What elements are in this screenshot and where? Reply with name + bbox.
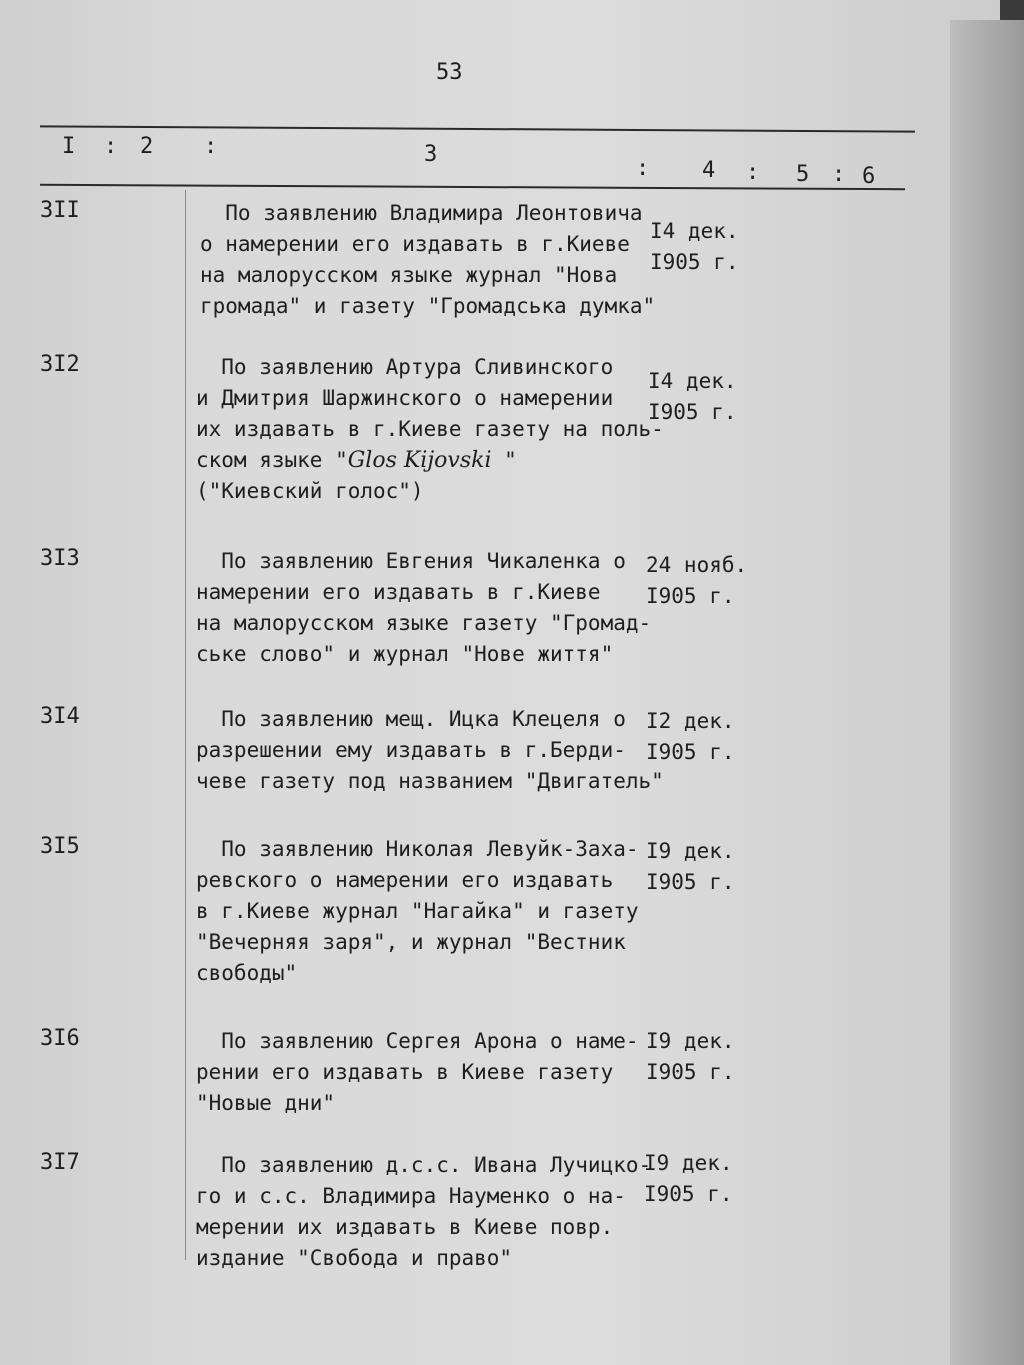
col-header-sep-1: : bbox=[104, 134, 118, 159]
desc-line: их издавать в г.Киеве газету на поль- bbox=[196, 417, 664, 441]
entry-description: По заявлению мещ. Ицка Клецеля о разрешении ему издавать в г.Берди- чеве газету под названием "Двигатель" bbox=[196, 707, 664, 793]
desc-line: По заявлению Артура Сливинского bbox=[196, 355, 614, 379]
col-header-1: I bbox=[62, 134, 76, 159]
col-header-sep-4: : bbox=[746, 160, 760, 185]
col-header-sep-2: : bbox=[204, 134, 218, 159]
entry-number: 3I5 bbox=[40, 834, 80, 859]
desc-line: ("Киевский голос") bbox=[196, 479, 424, 503]
col-header-4: 4 bbox=[702, 158, 716, 183]
desc-line: и Дмитрия Шаржинского о намерении bbox=[196, 386, 614, 410]
handwritten-title: Glos Kijovski bbox=[347, 448, 492, 473]
entry-number: 3I4 bbox=[40, 704, 80, 729]
entry-number: 3I2 bbox=[40, 352, 80, 377]
entry-date: I4 дек. I905 г. bbox=[648, 369, 737, 424]
entry-description: По заявлению Сергея Арона о наме- рении его издавать в Киеве газету "Новые дни" bbox=[196, 1029, 639, 1115]
entry-number: 3I7 bbox=[40, 1150, 80, 1175]
entry-date: I2 дек. I905 г. bbox=[646, 709, 735, 764]
entry-description bbox=[196, 352, 664, 507]
entry-description: По заявлению Евгения Чикаленка о намерении его издавать в г.Киеве на малорусском языке газету "Громад- ське слово" и журнал "Нове життя" bbox=[196, 549, 652, 666]
entry-date: I9 дек. I905 г. bbox=[644, 1151, 733, 1206]
entry-description: По заявлению д.с.с. Ивана Лучицко- го и с.с. Владимира Науменко о на- мерении их издавать в Киеве повр. издание "Свобода и право" bbox=[196, 1153, 652, 1270]
header-bottom-rule bbox=[40, 184, 905, 191]
desc-line: " bbox=[491, 448, 517, 472]
entry-date: I9 дек. I905 г. bbox=[646, 1029, 735, 1084]
col-header-5: 5 bbox=[796, 162, 810, 187]
entry-description: По заявлению Владимира Леонтовича о намерении его издавать в г.Киеве на малорусском языке журнал "Нова громада" и газету "Громадська думка" bbox=[200, 201, 656, 318]
col-header-sep-3: : bbox=[636, 156, 650, 181]
col-header-2: 2 bbox=[140, 134, 154, 159]
col-header-6: 6 bbox=[862, 164, 876, 189]
col-header-3: 3 bbox=[424, 142, 438, 167]
column-divider bbox=[185, 190, 186, 1260]
entry-number: 3I6 bbox=[40, 1026, 80, 1051]
page-number: 53 bbox=[436, 60, 463, 85]
header-top-rule bbox=[40, 125, 915, 132]
entry-date: I4 дек. I905 г. bbox=[650, 219, 739, 274]
page-edge-shadow bbox=[950, 20, 1024, 1365]
entry-number: 3I3 bbox=[40, 546, 80, 571]
col-header-sep-5: : bbox=[832, 162, 846, 187]
entry-number: 3II bbox=[40, 198, 80, 223]
entry-date: I9 дек. I905 г. bbox=[646, 839, 735, 894]
entry-description: По заявлению Николая Левуйк-Заха- ревского о намерении его издавать в г.Киеве журнал "Нагайка" и газету "Вечерняя заря", и журнал "Вестник свободы" bbox=[196, 837, 639, 985]
entry-date: 24 нояб. I905 г. bbox=[646, 553, 748, 608]
desc-line: ском языке " bbox=[196, 448, 348, 472]
